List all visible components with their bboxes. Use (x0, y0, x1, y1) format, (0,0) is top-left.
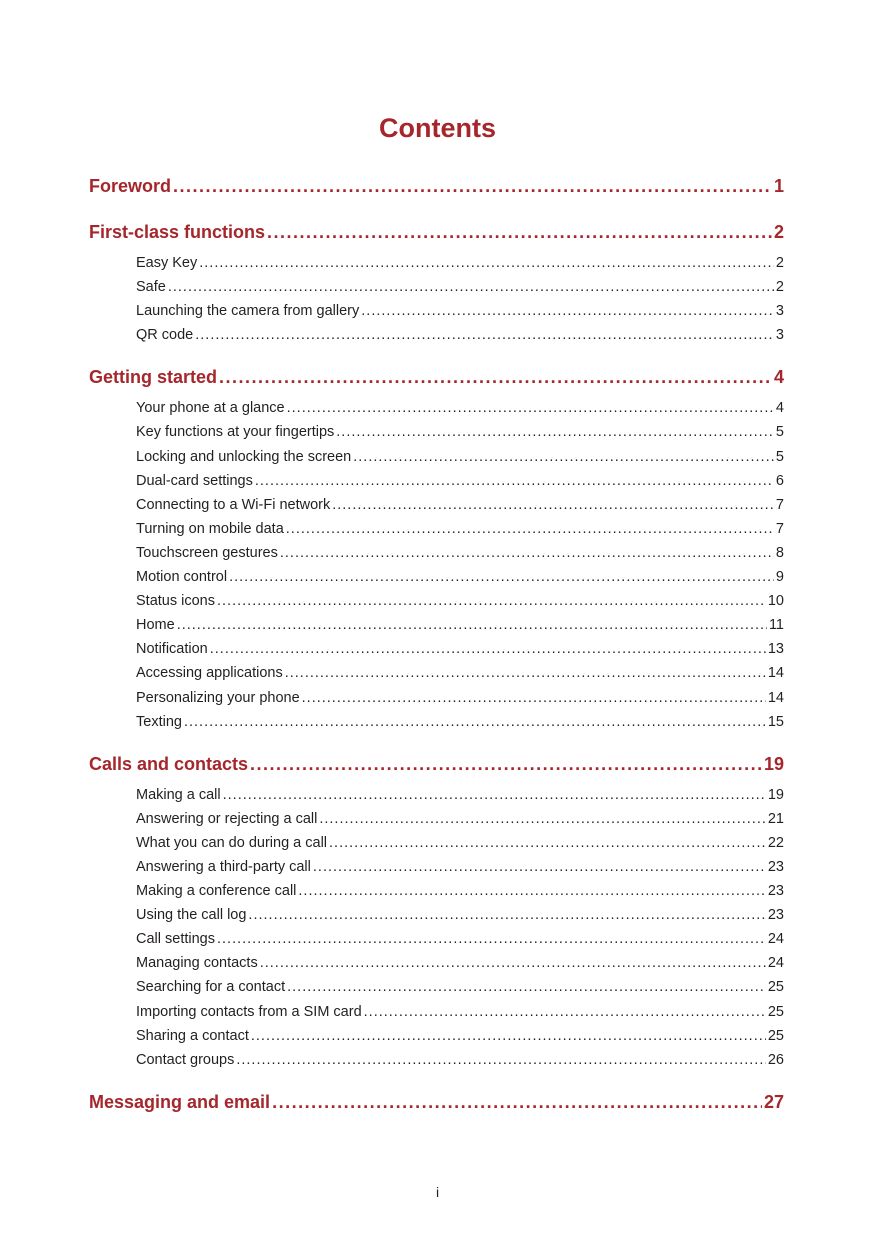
table-of-contents (89, 170, 784, 1132)
toc-entry[interactable] (89, 469, 784, 493)
entry-title: Managing contacts (136, 955, 258, 972)
entry-title: Making a conference call (136, 883, 297, 900)
page-title: Contents (379, 113, 496, 143)
toc-entry[interactable] (89, 686, 784, 710)
entry-title: Searching for a contact (136, 979, 286, 996)
entry-page: 3 (775, 327, 784, 344)
toc-entry[interactable] (89, 1000, 784, 1024)
entry-title: Status icons (136, 593, 215, 610)
dot-leader (251, 1024, 766, 1048)
entry-page: 11 (768, 617, 784, 634)
toc-entry[interactable] (89, 783, 784, 807)
dot-leader (255, 469, 774, 493)
dot-leader (272, 1086, 762, 1118)
toc-entry[interactable] (89, 951, 784, 975)
toc-entry[interactable] (89, 855, 784, 879)
entry-title: Touchscreen gestures (136, 544, 278, 561)
dot-leader (267, 216, 772, 248)
entry-title: Safe (136, 279, 166, 296)
toc-entry[interactable] (89, 517, 784, 541)
entry-title: Personalizing your phone (136, 689, 300, 706)
entry-title: Dual-card settings (136, 472, 253, 489)
dot-leader (364, 1000, 766, 1024)
dot-leader (285, 661, 766, 685)
entry-page: 26 (767, 1051, 784, 1068)
dot-leader (319, 807, 766, 831)
toc-section (89, 748, 784, 1072)
entry-page: 25 (767, 1027, 784, 1044)
entry-title: Call settings (136, 931, 215, 948)
toc-chapter[interactable] (89, 361, 784, 393)
toc-entry[interactable] (89, 1048, 784, 1072)
toc-entry[interactable] (89, 565, 784, 589)
dot-leader (229, 565, 774, 589)
toc-entry[interactable] (89, 975, 784, 999)
entry-title: Launching the camera from gallery (136, 303, 360, 320)
toc-entry[interactable] (89, 251, 784, 275)
toc-section (89, 1086, 784, 1118)
chapter-page: 1 (773, 176, 784, 196)
dot-leader (280, 541, 774, 565)
entry-title: Importing contacts from a SIM card (136, 1003, 362, 1020)
entry-page: 2 (775, 279, 784, 296)
chapter-page: 27 (763, 1091, 784, 1112)
entry-page: 3 (775, 303, 784, 320)
entry-title: Easy Key (136, 255, 198, 271)
dot-leader (336, 420, 774, 444)
entry-title: QR code (136, 327, 194, 344)
toc-entry[interactable] (89, 541, 784, 565)
entry-title: Contact groups (136, 1051, 235, 1068)
dot-leader (199, 251, 774, 275)
entry-title: Making a call (136, 786, 221, 803)
entry-page: 9 (775, 569, 784, 586)
entry-page: 25 (767, 979, 784, 996)
dot-leader (236, 1048, 766, 1072)
toc-entry[interactable] (89, 613, 784, 637)
entry-page: 10 (767, 593, 784, 610)
dot-leader (217, 927, 766, 951)
toc-entry[interactable] (89, 589, 784, 613)
dot-leader (313, 855, 766, 879)
entry-page: 7 (775, 520, 784, 537)
toc-entry[interactable] (89, 927, 784, 951)
toc-entry[interactable] (89, 493, 784, 517)
toc-chapter[interactable] (89, 748, 784, 780)
entry-title: Using the call log (136, 907, 247, 924)
dot-leader (250, 748, 762, 780)
entry-title: What you can do during a call (136, 834, 328, 851)
chapter-page: 4 (773, 367, 784, 388)
entry-title: Connecting to a Wi-Fi network (136, 496, 331, 513)
entry-title: Texting (136, 713, 182, 730)
toc-entry[interactable] (89, 807, 784, 831)
chapter-title: Getting started (89, 367, 218, 388)
toc-entry[interactable] (89, 445, 784, 469)
toc-entry[interactable] (89, 903, 784, 927)
entry-title: Turning on mobile data (136, 520, 284, 537)
dot-leader (332, 493, 774, 517)
toc-chapter[interactable] (89, 216, 784, 248)
dot-leader (286, 517, 774, 541)
entry-title: Motion control (136, 569, 228, 586)
dot-leader (177, 613, 767, 637)
entry-page: 7 (775, 496, 784, 513)
entry-page: 24 (767, 955, 784, 972)
entry-title: Accessing applications (136, 665, 283, 682)
entry-title: Answering a third-party call (136, 858, 311, 875)
entry-title: Your phone at a glance (136, 400, 285, 417)
toc-entry[interactable] (89, 396, 784, 420)
entry-title: Sharing a contact (136, 1027, 249, 1044)
toc-section (89, 216, 784, 347)
dot-leader (184, 710, 766, 734)
dot-leader (302, 686, 766, 710)
chapter-page: 19 (763, 753, 784, 774)
dot-leader (287, 396, 774, 420)
entry-page: 24 (767, 931, 784, 948)
chapter-title: First-class functions (89, 222, 266, 242)
toc-entry-list (89, 393, 784, 733)
toc-entry[interactable] (89, 299, 784, 323)
chapter-page: 2 (773, 222, 784, 242)
toc-entry[interactable] (89, 637, 784, 661)
entry-title: Answering or rejecting a call (136, 810, 318, 827)
entry-title: Key functions at your fingertips (136, 424, 335, 441)
entry-page: 8 (775, 544, 784, 561)
dot-leader (298, 879, 765, 903)
toc-section (89, 170, 784, 202)
toc-entry[interactable] (89, 323, 784, 347)
toc-entry-list (89, 780, 784, 1072)
dot-leader (168, 275, 774, 299)
dot-leader (219, 361, 772, 393)
entry-title: Home (136, 617, 175, 634)
toc-chapter[interactable] (89, 170, 784, 202)
dot-leader (217, 589, 766, 613)
entry-page: 19 (767, 786, 784, 803)
entry-title: Notification (136, 641, 208, 658)
dot-leader (361, 299, 774, 323)
entry-page: 22 (767, 834, 784, 851)
chapter-title: Foreword (89, 176, 172, 196)
chapter-title: Messaging and email (89, 1091, 271, 1112)
toc-chapter[interactable] (89, 1086, 784, 1118)
toc-entry-list (89, 248, 784, 347)
toc-entry[interactable] (89, 275, 784, 299)
dot-leader (223, 783, 766, 807)
entry-page: 14 (767, 665, 784, 682)
toc-section (89, 361, 784, 733)
entry-page: 5 (775, 424, 784, 441)
dot-leader (195, 323, 774, 347)
dot-leader (260, 951, 766, 975)
dot-leader (210, 637, 766, 661)
dot-leader (329, 831, 766, 855)
entry-page: 23 (767, 907, 784, 924)
dot-leader (248, 903, 765, 927)
entry-page: 13 (767, 641, 784, 658)
entry-page: 6 (775, 472, 784, 489)
dot-leader (353, 445, 774, 469)
entry-page: 25 (767, 1003, 784, 1020)
toc-entry[interactable] (89, 879, 784, 903)
entry-page: 4 (775, 400, 784, 417)
entry-page: 23 (767, 858, 784, 875)
toc-entry[interactable] (89, 710, 784, 734)
chapter-title: Calls and contacts (89, 753, 249, 774)
toc-entry[interactable] (89, 1024, 784, 1048)
toc-entry[interactable] (89, 661, 784, 685)
entry-page: 23 (767, 883, 784, 900)
page-number: i (435, 1184, 440, 1200)
entry-page: 14 (767, 689, 784, 706)
entry-title: Locking and unlocking the screen (136, 448, 352, 465)
toc-entry[interactable] (89, 831, 784, 855)
entry-page: 15 (767, 713, 784, 730)
entry-page: 21 (767, 810, 784, 827)
dot-leader (173, 170, 772, 202)
toc-entry[interactable] (89, 420, 784, 444)
dot-leader (287, 975, 766, 999)
entry-page: 2 (775, 255, 784, 271)
entry-page: 5 (775, 448, 784, 465)
